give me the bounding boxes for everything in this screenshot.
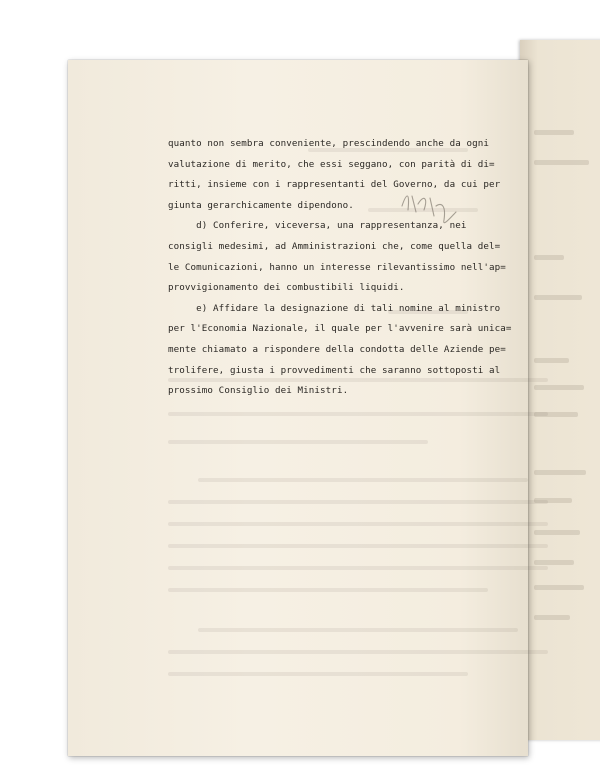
show-through [198,478,528,482]
show-through [168,588,488,592]
show-through [168,544,548,548]
faded-text [534,585,584,590]
text-line: mente chiamato a rispondere della condotta delle Aziende pe= [168,343,506,355]
faded-text [534,160,589,165]
show-through [168,566,548,570]
show-through [168,440,428,444]
faded-text [534,385,584,390]
show-through [198,628,518,632]
text-line: giunta gerarchicamente dipendono. [168,199,354,211]
faded-text [534,530,580,535]
faded-text [534,560,574,565]
text-line: trolifere, giusta i provvedimenti che saranno sottoposti al [168,364,501,376]
text-line: valutazione di merito, che essi seggano, con parità di di= [168,158,495,170]
adjacent-page [520,40,600,740]
text-line: le Comunicazioni, hanno un interesse rilevantissimo nell'ap= [168,261,506,273]
faded-text [534,470,586,475]
text-line: per l'Economia Nazionale, il quale per l'avvenire sarà unica= [168,323,512,335]
show-through [168,500,548,504]
show-through [168,522,548,526]
text-line: d) Conferire, viceversa, una rappresentanza, nei [168,220,467,232]
text-line: quanto non sembra conveniente, prescindendo anche da ogni [168,138,489,149]
faded-text [534,130,574,135]
document-page [68,60,528,756]
text-line: e) Affidare la designazione di tali nomine al ministro [168,302,501,314]
faded-text [534,255,564,260]
typewritten-text [168,134,528,402]
faded-text [534,358,569,363]
show-through [168,650,548,654]
faded-text [534,295,582,300]
text-line: prossimo Consiglio dei Ministri. [168,385,349,397]
show-through [168,672,468,676]
text-line: consigli medesimi, ad Amministrazioni che, come quella del= [168,240,501,252]
show-through [168,412,548,416]
text-line: provvigionamento dei combustibili liquidi. [168,282,405,294]
text-line: ritti, insieme con i rappresentanti del Governo, da cui per [168,179,501,191]
faded-text [534,615,570,620]
